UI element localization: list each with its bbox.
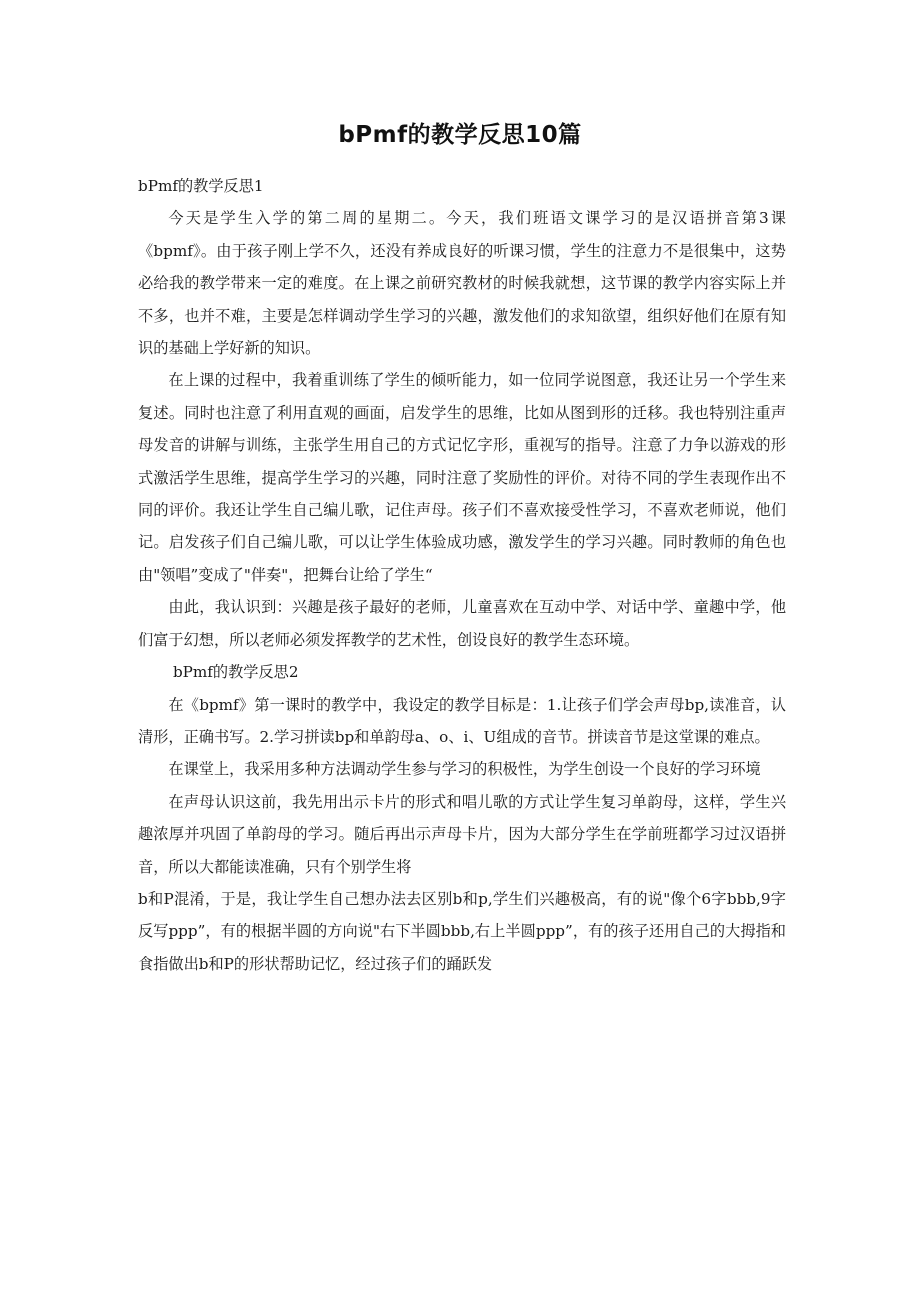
paragraph: 在《bpmf》第一课时的教学中，我设定的教学目标是：1.让孩子们学会声母bp,读准音，认清形，正确书写。2.学习拼读bp和单韵母a、o、i、U组成的音节。拼读音节是这堂课的难点。	[138, 695, 786, 746]
paragraph: 今天是学生入学的第二周的星期二。今天，我们班语文课学习的是汉语拼音第3课《bpmf》。由于孩子刚上学不久，还没有养成良好的听课习惯，学生的注意力不是很集中，这势必给我的教学带来一定的难度。在上课之前研究教材的时候我就想，这节课的教学内容实际上并不多，也并不难，主要是怎样调动学生学习的兴趣，激发他们的求知欲望，组织好他们在原有知识的基础上学好新的知识。	[138, 209, 786, 358]
document-title: bPmf的教学反思10篇	[338, 122, 582, 148]
paragraph: 在声母认识这前，我先用出示卡片的形式和唱儿歌的方式让学生复习单韵母，这样，学生兴趣浓厚并巩固了单韵母的学习。随后再出示声母卡片，因为大部分学生在学前班都学习过汉语拼音，所以大都能读准确，只有个别学生将	[138, 792, 786, 876]
document-body	[138, 170, 786, 980]
section-heading-2: bPmf的教学反思2	[172, 663, 299, 682]
paragraph: b和P混淆，于是，我让学生自己想办法去区别b和p,学生们兴趣极高，有的说"像个6字bbb,9字反写ppp”，有的根据半圆的方向说"右下半圆bbb,右上半圆ppp”，有的孩子还用自己的大拇指和食指做出b和P的形状帮助记忆，经过孩子们的踊跃发	[138, 889, 786, 973]
section-heading-1: bPmf的教学反思1	[138, 177, 264, 195]
paragraph: 由此，我认识到：兴趣是孩子最好的老师，儿童喜欢在互动中学、对话中学、童趣中学，他们富于幻想，所以老师必须发挥教学的艺术性，创设良好的教学生态环境。	[138, 598, 786, 649]
paragraph: 在上课的过程中，我着重训练了学生的倾听能力，如一位同学说图意，我还让另一个学生来复述。同时也注意了利用直观的画面，启发学生的思维，比如从图到形的迁移。我也特别注重声母发音的讲解与训练，主张学生用自己的方式记忆字形，重视写的指导。注意了力争以游戏的形式激活学生思维，提高学生学习的兴趣，同时注意了奖励性的评价。对待不同的学生表现作出不同的评价。我还让学生自己编儿歌，记住声母。孩子们不喜欢接受性学习，不喜欢老师说，他们记。启发孩子们自己编儿歌，可以让学生体验成功感，激发学生的学习兴趣。同时教师的角色也由"领唱”变成了"伴奏"，把舞台让给了学生“	[138, 371, 786, 584]
paragraph: 在课堂上，我采用多种方法调动学生参与学习的积极性，为学生创设一个良好的学习环境	[168, 760, 761, 779]
